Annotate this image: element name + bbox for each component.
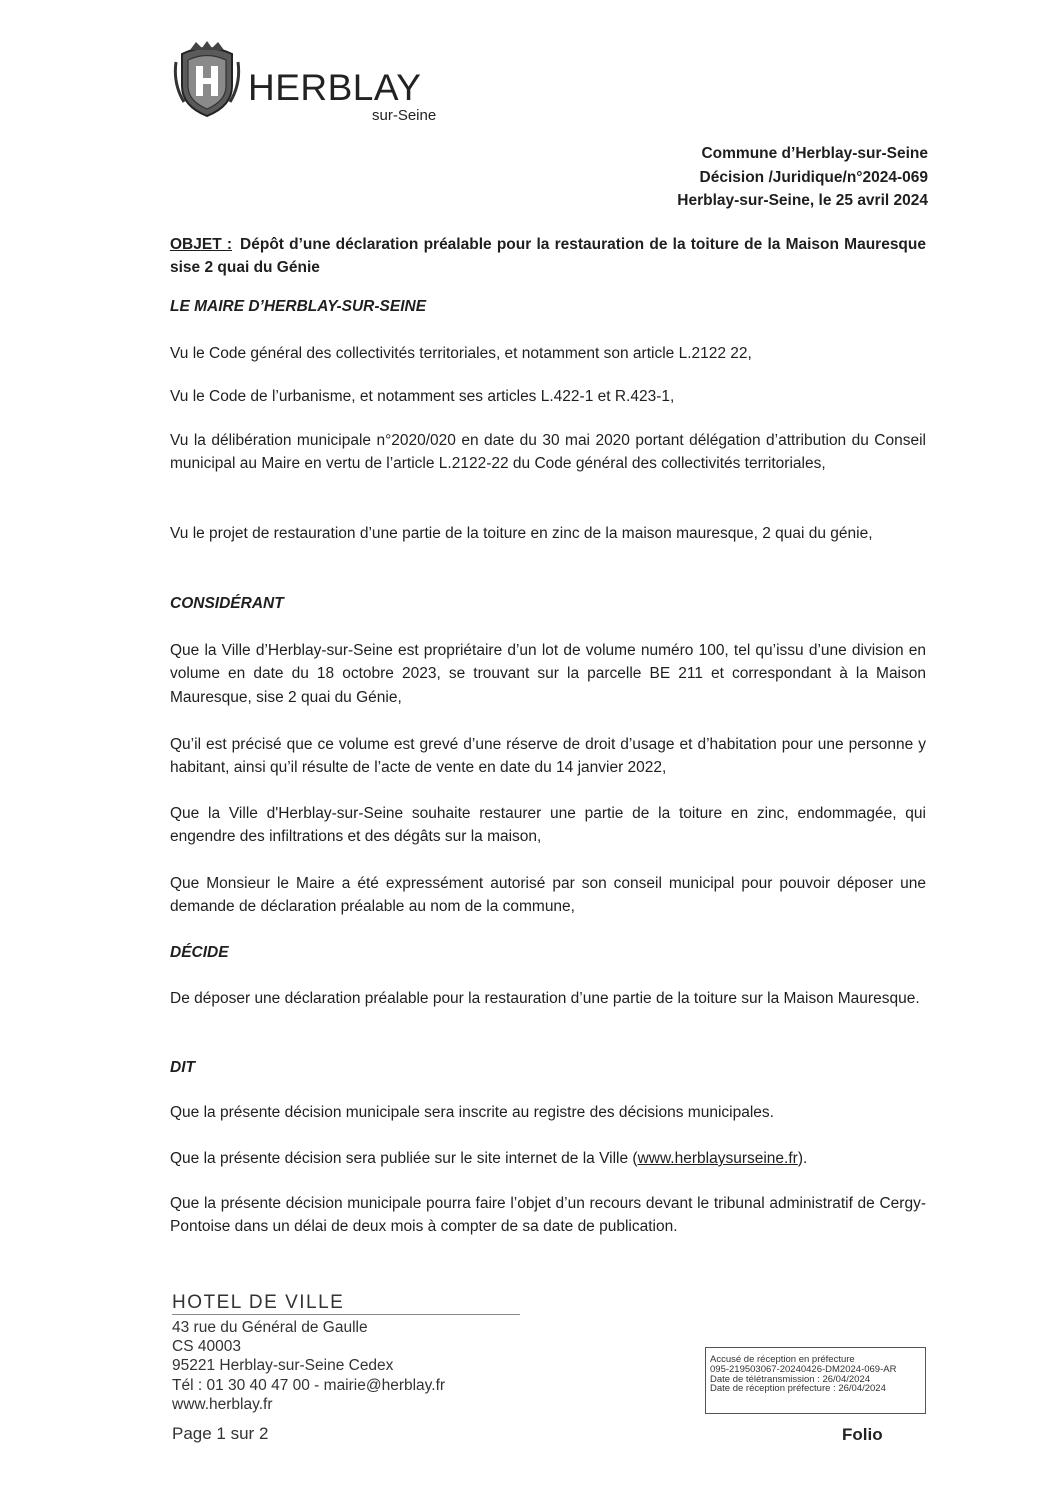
- object-label: OBJET :: [170, 236, 233, 253]
- logo-name: HERBLAY: [248, 67, 422, 108]
- publication-text-before: Que la présente décision sera publiée sur le site internet de la Ville (: [170, 1150, 638, 1167]
- decide-heading: DÉCIDE: [170, 944, 229, 961]
- footer-website-line: www.herblay.fr: [172, 1395, 273, 1413]
- publication-text-after: ).: [797, 1150, 808, 1167]
- mayor-heading: LE MAIRE D’HERBLAY-SUR-SEINE: [170, 298, 427, 315]
- vu-paragraph-2: Vu le Code de l’urbanisme, et notamment ses articles L.422-1 et R.423-1,: [170, 388, 675, 405]
- object-text: Dépôt d’une déclaration préalable pour la restauration de la toiture de la Maison Mauresque sise 2 quai du Génie: [170, 236, 926, 277]
- vu-paragraph-3: Vu la délibération municipale n°2020/020 en date du 30 mai 2020 portant délégation d’attribution du Conseil municipal au Maire en vertu de l’article L.2122-22 du Code général des collectivités territoriales,: [170, 432, 926, 473]
- considerant-paragraph-1: Que la Ville d’Herblay-sur-Seine est propriétaire d’un lot de volume numéro 100, tel qu’issu d’une division en volume en date du 18 octobre 2023, se trouvant sur la parcelle BE 211 et correspondant à la Maison Mauresque, sise 2 quai du Génie,: [170, 642, 926, 706]
- footer-address-line: 43 rue du Général de Gaulle: [172, 1319, 368, 1336]
- receipt-line: Date de réception préfecture : 26/04/2024: [710, 1383, 886, 1395]
- page-number: Page 1 sur 2: [172, 1424, 269, 1443]
- considerant-paragraph-4: Que Monsieur le Maire a été expressément autorisé par son conseil municipal pour pouvoir déposer une demande de déclaration préalable au nom de la commune,: [170, 875, 926, 916]
- logo-subtitle: sur-Seine: [372, 107, 437, 124]
- considerant-paragraph-3: Que la Ville d'Herblay-sur-Seine souhaite restaurer une partie de la toiture en zinc, endommagée, qui engendre des infiltrations et des dégâts sur la maison,: [170, 805, 926, 846]
- city-website-link[interactable]: www.herblaysurseine.fr: [637, 1150, 798, 1167]
- folio-label: Folio: [842, 1425, 883, 1444]
- coat-of-arms-icon: [172, 40, 242, 120]
- dit-appeal-paragraph: Que la présente décision municipale pourra faire l’objet d’un recours devant le tribunal administratif de Cergy-Pontoise dans un délai de deux mois à compter de sa date de publication.: [170, 1195, 926, 1236]
- footer-address: [172, 1318, 445, 1414]
- footer-address-line: 95221 Herblay-sur-Seine Cedex: [172, 1357, 394, 1375]
- considerant-paragraph-2: Qu’il est précisé que ce volume est grevé d’une réserve de droit d’usage et d’habitation pour une personne y habitant, ainsi qu’il résulte de l’acte de vente en date du 14 janvier 2022,: [170, 736, 926, 777]
- vu-paragraph-1: Vu le Code général des collectivités territoriales, et notamment son article L.2122 22,: [170, 345, 752, 362]
- receipt-line: 095-219503067-20240426-DM2024-069-AR: [710, 1363, 897, 1375]
- dit-publication-paragraph: [170, 1147, 926, 1170]
- dit-heading: DIT: [170, 1059, 195, 1076]
- receipt-line: Accusé de réception en préfecture: [710, 1354, 855, 1365]
- decision-reference: Décision /Juridique/n°2024-069: [699, 168, 928, 186]
- footer-contact-line: Tél : 01 30 40 47 00 - mairie@herblay.fr: [172, 1376, 446, 1394]
- place-date: Herblay-sur-Seine, le 25 avril 2024: [677, 192, 928, 209]
- object-paragraph: [170, 233, 926, 280]
- considerant-heading: CONSIDÉRANT: [170, 595, 284, 612]
- vu-paragraph-4: Vu le projet de restauration d’une partie de la toiture en zinc de la maison mauresque, 2 quai du génie,: [170, 525, 873, 542]
- decision-header: [677, 142, 928, 213]
- receipt-stamp-text: [710, 1355, 896, 1394]
- footer-title: HOTEL DE VILLE: [172, 1292, 345, 1313]
- decide-paragraph: De déposer une déclaration préalable pour la restauration d’une partie de la toiture sur la Maison Mauresque.: [170, 990, 920, 1007]
- dit-registry-paragraph: Que la présente décision municipale sera inscrite au registre des décisions municipales.: [170, 1104, 774, 1121]
- footer-divider: [172, 1314, 520, 1315]
- footer-address-line: CS 40003: [172, 1338, 241, 1356]
- commune-name: Commune d’Herblay-sur-Seine: [701, 145, 928, 162]
- herblay-logo: [172, 40, 472, 130]
- receipt-line: Date de télétransmission : 26/04/2024: [710, 1373, 871, 1385]
